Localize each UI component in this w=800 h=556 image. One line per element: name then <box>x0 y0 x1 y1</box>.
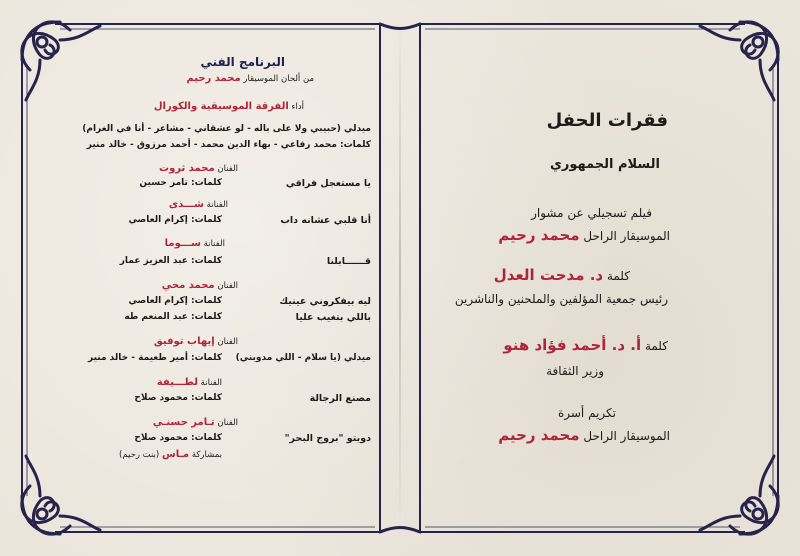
song-title: مصنع الرجالة <box>309 393 371 404</box>
performer-role: الفنان <box>217 164 238 174</box>
performer-name: إيهاب توفيق <box>153 336 215 347</box>
performer-role: الفنانة <box>203 239 225 249</box>
honor-line-2 <box>498 426 670 444</box>
medley-1: ميدلي (حبيبي ولا على باله - لو عشقاني - مشاعر - أنا في الغرام) <box>82 124 371 134</box>
chorus-prefix: أداء <box>291 102 304 112</box>
chorus-name: الفرقة الموسيقية والكورال <box>153 101 289 112</box>
song-lyrics: كلمات: محمود صلاح <box>134 433 222 443</box>
song-lyrics: كلمات: إكرام العاصي <box>128 215 222 225</box>
medley-1-lyrics: كلمات: محمد رفاعي - بهاء الدين محمد - أحمد مرزوق - خالد منير <box>86 140 371 150</box>
performer-name: شـــذى <box>168 199 204 210</box>
participation-suffix: (بنت رحيم) <box>119 450 160 460</box>
speech-1-role: رئيس جمعية المؤلفين والملحنين والناشرين <box>454 292 668 306</box>
song-lyrics: كلمات: أمير طعيمة - خالد منير <box>88 353 222 363</box>
song-title: أنا قلبي عشانه داب <box>280 215 371 226</box>
song-title: ميدلي (يا سلام - اللي مدوبني) <box>235 353 371 363</box>
performer-label <box>157 377 222 388</box>
song-title: يا مستعجل فراقي <box>285 178 371 189</box>
song-title: ليه بيفكروني عينيك <box>279 296 371 307</box>
national-anthem: السلام الجمهوري <box>549 157 660 172</box>
corner-ornament-top-left <box>22 22 100 100</box>
speech-2-prefix: كلمة <box>644 339 668 353</box>
song-title: قــــــابلنا <box>326 256 371 267</box>
composer-name: محمد رحيم <box>186 73 241 84</box>
performer-label <box>162 280 238 291</box>
participation-name: مـاس <box>161 449 190 460</box>
segments-heading: فقرات الحفل <box>546 110 668 131</box>
speech-1 <box>494 266 630 284</box>
honor-composer-name: محمد رحيم <box>498 426 580 444</box>
song-title: باللي بتغيب عليا <box>295 312 371 323</box>
page-fold <box>399 18 401 538</box>
performer-name: محمد محي <box>161 280 215 291</box>
film-composer-name: محمد رحيم <box>498 226 580 244</box>
chorus-credit <box>154 101 304 112</box>
participation-credit <box>119 449 222 460</box>
honor-line-2-prefix: الموسيقار الراحل <box>583 429 670 443</box>
song-lyrics: كلمات: عبد العزيز عمار <box>119 256 222 266</box>
song-lyrics: كلمات: محمود صلاح <box>134 393 222 403</box>
participation-prefix: بمشاركة <box>191 450 222 460</box>
song-lyrics: كلمات: عبد المنعم طه <box>124 312 222 322</box>
speech-2-name: أ. د. أحمد فؤاد هنو <box>503 336 642 354</box>
speech-2-role: وزير الثقافة <box>546 364 604 378</box>
performer-label <box>169 199 228 210</box>
performer-label <box>165 238 225 249</box>
performer-role: الفنانة <box>206 200 228 210</box>
film-line-1: فيلم تسجيلي عن مشوار <box>531 206 652 220</box>
corner-ornament-top-right <box>700 22 778 100</box>
performer-role: الفنان <box>217 281 238 291</box>
song-title: دويتو "بروج البحر" <box>284 433 371 444</box>
performer-name: ســـوما <box>164 238 201 249</box>
song-lyrics: كلمات: تامر حسين <box>139 178 222 188</box>
performer-label <box>154 336 238 347</box>
performer-role: الفنانة <box>200 378 222 388</box>
honor-line-1: تكريم أسرة <box>557 406 616 420</box>
song-lyrics: كلمات: إكرام العاصي <box>128 296 222 306</box>
performer-role: الفنان <box>217 337 238 347</box>
performer-name: تـامر حسنـي <box>152 417 215 428</box>
corner-ornament-bottom-left <box>22 456 100 534</box>
film-line-2-prefix: الموسيقار الراحل <box>583 229 670 243</box>
performer-label <box>159 163 238 174</box>
performer-name: محمد ثروت <box>159 163 215 174</box>
composer-prefix: من ألحان الموسيقار <box>243 74 314 84</box>
speech-1-name: د. مدحت العدل <box>493 266 604 284</box>
performer-name: لطـــيفة <box>156 377 198 388</box>
program-title: البرنامج الفني <box>200 55 285 69</box>
film-line-2 <box>498 226 670 244</box>
corner-ornament-bottom-right <box>700 456 778 534</box>
speech-2 <box>503 336 668 354</box>
performer-role: الفنان <box>217 418 238 428</box>
speech-1-prefix: كلمة <box>606 269 630 283</box>
performer-label <box>153 417 238 428</box>
composer-credit <box>186 73 314 84</box>
